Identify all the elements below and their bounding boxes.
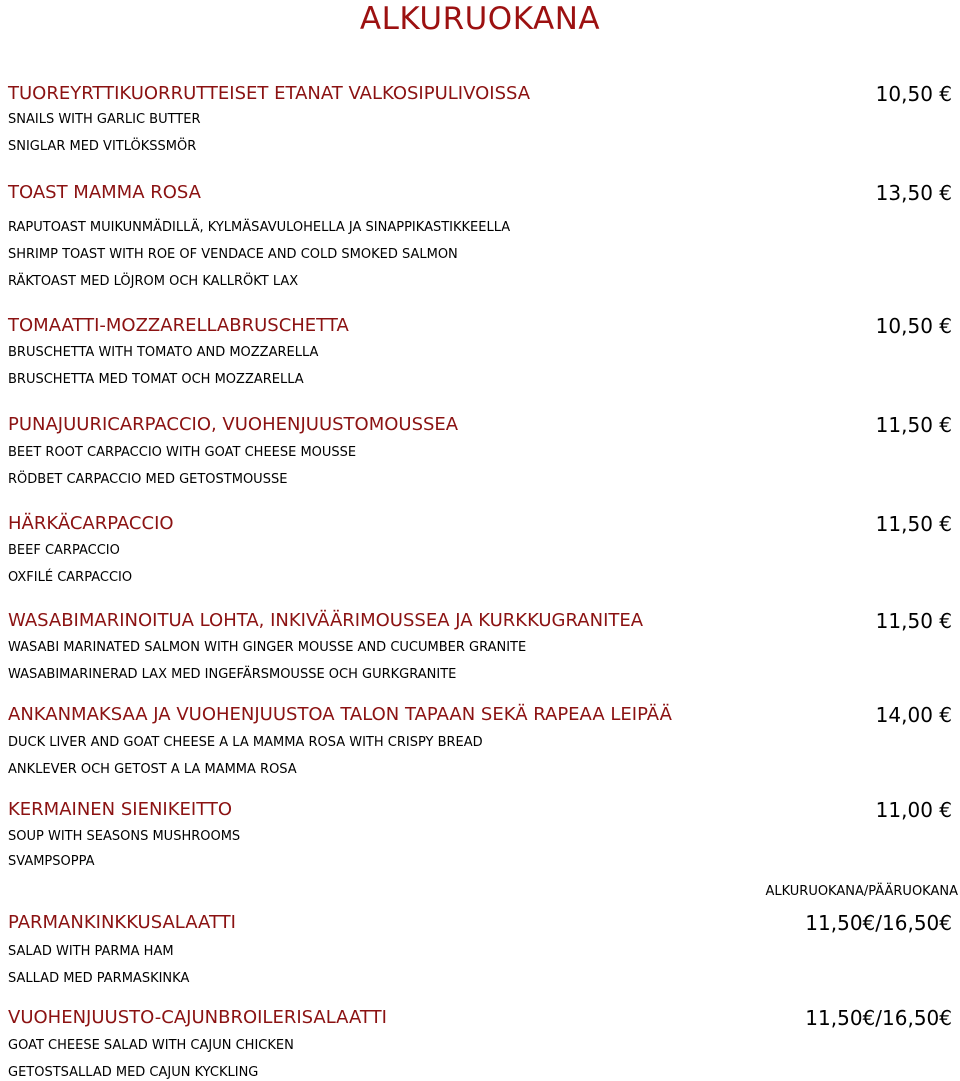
dish-price: 10,50 €	[875, 82, 952, 106]
dish-price: 13,50 €	[875, 181, 952, 205]
dish-description: SALAD WITH PARMA HAM	[8, 944, 174, 959]
dish-price: 11,50€/16,50€	[805, 1006, 952, 1030]
dish-description: SVAMPSOPPA	[8, 854, 95, 869]
dish-name: TOMAATTI-MOZZARELLABRUSCHETTA	[8, 315, 349, 336]
dish-description: WASABIMARINERAD LAX MED INGEFÄRSMOUSSE OCH GURKGRANITE	[8, 667, 457, 682]
dish-name: PARMANKINKKUSALAATTI	[8, 912, 236, 933]
dish-name: HÄRKÄCARPACCIO	[8, 513, 174, 534]
dish-description: SALLAD MED PARMASKINKA	[8, 971, 190, 986]
dish-description: GETOSTSALLAD MED CAJUN KYCKLING	[8, 1065, 259, 1080]
dish-description: SOUP WITH SEASONS MUSHROOMS	[8, 829, 241, 844]
dish-name: PUNAJUURICARPACCIO, VUOHENJUUSTOMOUSSEA	[8, 414, 459, 435]
dish-name: TOAST MAMMA ROSA	[8, 182, 201, 203]
dish-name: KERMAINEN SIENIKEITTO	[8, 799, 233, 820]
dish-name: TUOREYRTTIKUORRUTTEISET ETANAT VALKOSIPULIVOISSA	[8, 83, 531, 104]
dish-price: 11,50 €	[875, 413, 952, 437]
dish-price: 11,50€/16,50€	[805, 911, 952, 935]
dish-price: 11,50 €	[875, 609, 952, 633]
dish-description: WASABI MARINATED SALMON WITH GINGER MOUSSE AND CUCUMBER GRANITE	[8, 640, 527, 655]
dish-description: BEEF CARPACCIO	[8, 543, 120, 558]
price-column-header: ALKURUOKANA/PÄÄRUOKANA	[765, 884, 958, 899]
dish-description: GOAT CHEESE SALAD WITH CAJUN CHICKEN	[8, 1038, 294, 1053]
dish-name: ANKANMAKSAA JA VUOHENJUUSTOA TALON TAPAAN SEKÄ RAPEAA LEIPÄÄ	[8, 704, 672, 725]
dish-description: DUCK LIVER AND GOAT CHEESE A LA MAMMA ROSA WITH CRISPY BREAD	[8, 735, 483, 750]
dish-description: BRUSCHETTA MED TOMAT OCH MOZZARELLA	[8, 372, 304, 387]
dish-description: RÖDBET CARPACCIO MED GETOSTMOUSSE	[8, 472, 288, 487]
dish-description: ANKLEVER OCH GETOST A LA MAMMA ROSA	[8, 762, 297, 777]
dish-description: RAPUTOAST MUIKUNMÄDILLÄ, KYLMÄSAVULOHELLA JA SINAPPIKASTIKKEELLA	[8, 220, 511, 235]
dish-name: VUOHENJUUSTO-CAJUNBROILERISALAATTI	[8, 1007, 387, 1028]
dish-price: 10,50 €	[875, 314, 952, 338]
dish-description: BEET ROOT CARPACCIO WITH GOAT CHEESE MOUSSE	[8, 445, 357, 460]
dish-name: WASABIMARINOITUA LOHTA, INKIVÄÄRIMOUSSEA JA KURKKUGRANITEA	[8, 610, 644, 631]
dish-price: 14,00 €	[875, 703, 952, 727]
page-title: ALKURUOKANA	[359, 1, 601, 37]
dish-description: SHRIMP TOAST WITH ROE OF VENDACE AND COLD SMOKED SALMON	[8, 247, 458, 262]
dish-price: 11,00 €	[875, 798, 952, 822]
dish-description: OXFILÉ CARPACCIO	[8, 570, 133, 585]
dish-description: BRUSCHETTA WITH TOMATO AND MOZZARELLA	[8, 345, 319, 360]
dish-description: RÄKTOAST MED LÖJROM OCH KALLRÖKT LAX	[8, 274, 299, 289]
dish-description: SNIGLAR MED VITLÖKSSMÖR	[8, 139, 197, 154]
dish-description: SNAILS WITH GARLIC BUTTER	[8, 112, 201, 127]
dish-price: 11,50 €	[875, 512, 952, 536]
